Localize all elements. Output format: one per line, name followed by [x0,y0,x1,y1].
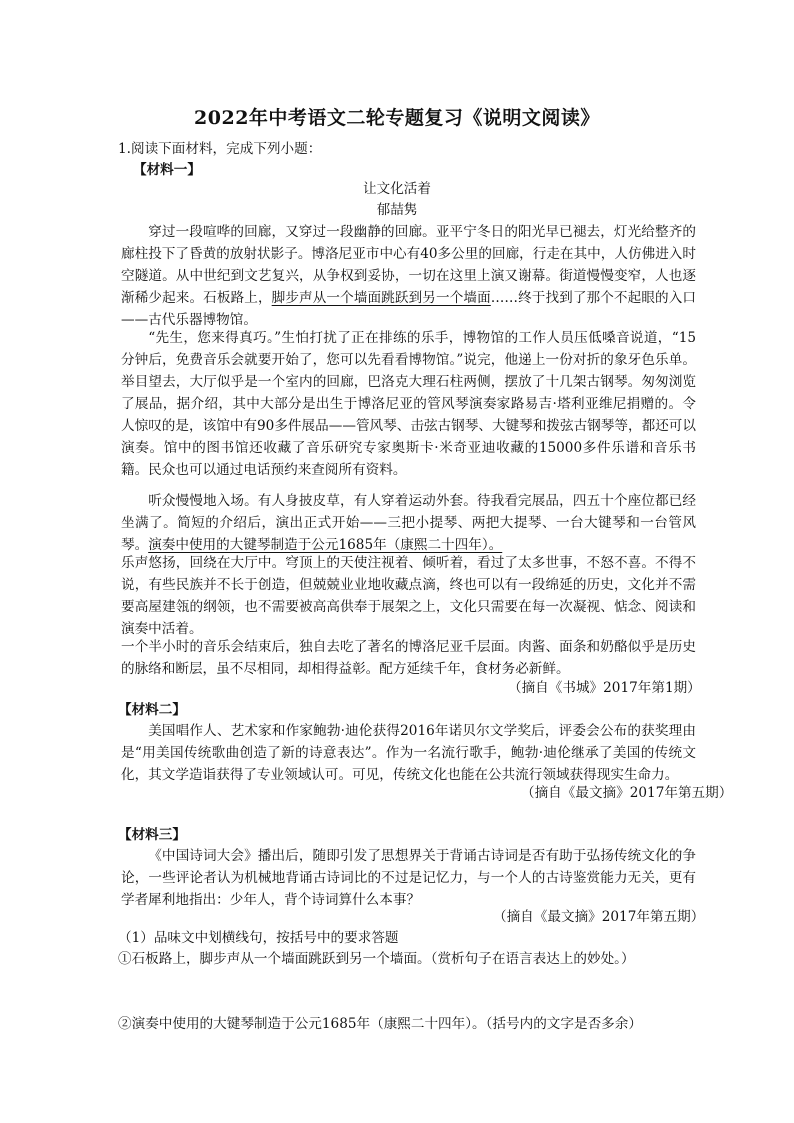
material-three-text: 《中国诗词大会》播出后，随即引发了思想界关于背诵古诗词是否有助于弘扬传统文化的争论，一些评论者认为机械地背诵古诗词比的不过是记忆力，与一个人的古诗鉴赏能力无关，更有学者犀利地指出：少年人，背个诗词算什么本事？ [121,848,696,908]
page-title: 2022年中考语文二轮专题复习《说明文阅读》 [194,107,600,129]
underlined-sentence-2: 演奏中使用的大键琴制造于公元1685年（康熙二十四年）。 [148,537,503,553]
material-two-label: 【材料二】 [118,702,186,718]
material-two-text: 美国唱作人、艺术家和作家鲍勃·迪伦获得2016年诺贝尔文学奖后，评委会公布的获奖理由是“用美国传统歌曲创造了新的诗意表达”。作为一名流行歌手，鲍勃·迪伦继承了美国的传统文化，其文学造诣获得了专业领域认可。可见，传统文化也能在公共流行领域获得现实生命力。 [121,723,696,783]
sub-question-1-item-1: ①石板路上，脚步声从一个墙面跳跃到另一个墙面。（赏析句子在语言表达上的妙处。） [118,951,635,967]
question-intro: 1.阅读下面材料，完成下列小题： [118,141,322,157]
article-title: 让文化活着 [363,181,431,197]
source-3: （摘自《最文摘》2017年第五期） [493,909,705,925]
material-one-label: 【材料一】 [133,162,201,178]
article-author: 郁喆隽 [376,202,418,218]
paragraph-5: 一个半小时的音乐会结束后，独自去吃了著名的博洛尼亚千层面。肉酱、面条和奶酪似乎是历史的脉络和断层，虽不尽相同，却相得益彰。配方延续千年，食材务必新鲜。 [121,639,696,677]
paragraph-2: “先生，您来得真巧。”生怕打扰了正在排练的乐手，博物馆的工作人员压低嗓音说道，“15分钟后，免费音乐会就要开始了，您可以先看看博物馆。”说完，他递上一份对折的象牙色乐单。举目望去，大厅似乎是一个室内的回廊，巴洛克大理石柱两侧，摆放了十几架古钢琴。匆匆浏览了展品，据介绍，其中大部分是出生于博洛尼亚的管风琴演奏家路易吉·塔利亚维尼捐赠的。令人惊叹的是，该馆中有90多件展品——管风琴、击弦古钢琴、大键琴和拨弦古钢琴等，都还可以演奏。馆中的图书馆还收藏了音乐研究专家奥斯卡·米奇亚迪收藏的15000多件乐谱和音乐书籍。民众也可以通过电话预约来查阅所有资料。 [121,330,696,478]
source-1: （摘自《书城》2017年第1期） [508,680,701,696]
source-2: （摘自《最文摘》2017年第五期） [521,785,733,801]
underlined-sentence-1: 脚步声从一个墙面跳跃到另一个墙面 [271,290,491,306]
sub-question-1-item-2: ②演奏中使用的大键琴制造于公元1685年（康熙二十四年）。（括号内的文字是否多余） [118,1016,642,1032]
sub-question-1: （1）品味文中划横线句，按括号中的要求答题 [118,930,399,946]
paragraph-3: 听众慢慢地入场。有人身披皮草，有人穿着运动外套。待我看完展品，四五十个座位都已经坐满了。简短的介绍后，演出正式开始——三把小提琴、两把大提琴、一台大键琴和一台管风琴。演奏中使用的大键琴制造于公元1685年（康熙二十四年）。 [121,493,696,553]
paragraph-4: 乐声悠扬，回绕在大厅中。穹顶上的天使注视着、倾听着，看过了太多世事，不怒不喜。不得不说，有些民族并不长于创造，但兢兢业业地收藏点滴，终也可以有一段绵延的历史，文化并不需要高屋建瓴的纲领，也不需要被高高供奉于展架之上，文化只需要在每一次凝视、惦念、阅读和演奏中活着。 [121,555,696,637]
material-three-label: 【材料三】 [118,827,186,843]
paragraph-1: 穿过一段喧哗的回廊，又穿过一段幽静的回廊。亚平宁冬日的阳光早已褪去，灯光给整齐的廊柱投下了昏黄的放射状影子。博洛尼亚市中心有40多公里的回廊，行走在其中，人仿佛进入时空隧道。从中世纪到文艺复兴，从争权到妥协，一切在这里上演又谢幕。街道慢慢变窄，人也逐渐稀少起来。石板路上，脚步声从一个墙面跳跃到另一个墙面……终于找到了那个不起眼的入口——古代乐器博物馆。 [121,224,697,328]
